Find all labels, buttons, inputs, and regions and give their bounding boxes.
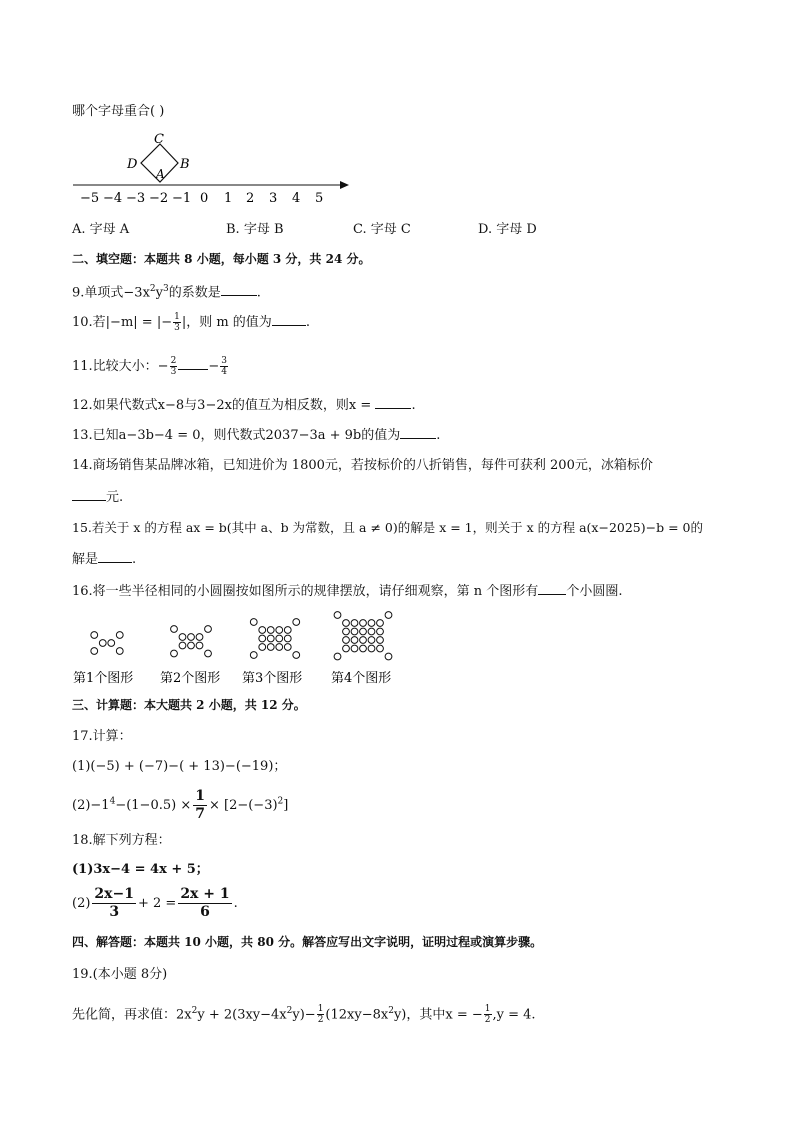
pattern-circle	[377, 645, 384, 652]
tick-label: −3	[126, 191, 146, 206]
q8-tail: 哪个字母重合( )	[72, 104, 165, 119]
number-line-arrow	[340, 181, 349, 189]
pattern-circle	[267, 627, 274, 634]
section-heading: 四、解答题：本题共 10 小题，共 80 分。解答应写出文字说明，证明过程或演算步骤。	[72, 935, 543, 949]
pattern-circle	[188, 634, 195, 641]
pattern-circle	[368, 637, 375, 644]
pattern-circle	[267, 635, 274, 642]
pattern-circle	[267, 644, 274, 651]
pattern-circle	[385, 612, 392, 619]
point-label-d: D	[127, 157, 138, 172]
pattern-circle	[196, 634, 203, 641]
pattern-circle	[205, 626, 212, 633]
figure-caption: 第2个图形	[160, 671, 221, 686]
pattern-circle	[368, 620, 375, 627]
tick-label: 2	[246, 191, 255, 206]
question-18-part2: (2) $\frac{2x-1}{3}$ + 2 = $\frac{2x + 1}{6}$ .	[72, 886, 238, 920]
question-15: 15.若关于 x 的方程 ax = b(其中 a、b 为常数，且 a ≠ 0)的解是 x = 1，则关于 x 的方程 a(x−2025)−b = 0的	[72, 520, 703, 535]
pattern-circle	[351, 637, 358, 644]
pattern-circle	[351, 645, 358, 652]
pattern-circle	[196, 642, 203, 649]
pattern-circle	[343, 628, 350, 635]
tick-label: 5	[315, 191, 324, 206]
tick-label: −2	[149, 191, 169, 206]
pattern-circle	[334, 612, 341, 619]
pattern-circle	[284, 627, 291, 634]
pattern-circle	[99, 640, 106, 647]
question-12: 12.如果代数式x−8与3−2x的值互为相反数，则x = .	[72, 398, 416, 413]
question-10: 10.若|−m| = |− $\frac{1}{3}$ |，则 m 的值为 .	[72, 312, 310, 333]
question-13: 13.已知a−3b−4 = 0，则代数式2037−3a + 9b的值为 .	[72, 428, 441, 443]
pattern-circle	[360, 645, 367, 652]
number-line-figure	[70, 130, 360, 210]
pattern-circle	[116, 648, 123, 655]
point-label-a: A	[156, 167, 165, 181]
pattern-circle	[377, 637, 384, 644]
pattern-circle	[284, 644, 291, 651]
pattern-circle	[360, 620, 367, 627]
question-17-part1: (1)(−5) + (−7)−( + 13)−(−19)；	[72, 759, 287, 774]
pattern-circle	[343, 637, 350, 644]
section-heading: 二、填空题：本题共 8 小题，每小题 3 分，共 24 分。	[72, 252, 371, 266]
question-19-title: 19.(本小题 8分)	[72, 967, 168, 982]
question-16: 16.将一些半径相同的小圆圈按如图所示的规律摆放，请仔细观察，第 n 个图形有 个小圆圈.	[72, 584, 623, 599]
option-c: C. 字母 C	[353, 222, 411, 237]
figure-caption: 第1个图形	[73, 671, 134, 686]
pattern-circle	[368, 628, 375, 635]
tick-label: 0	[200, 191, 209, 206]
question-15-cont: 解是 .	[72, 552, 137, 567]
pattern-circle	[351, 628, 358, 635]
tick-label: −1	[172, 191, 192, 206]
circle-pattern-figures	[70, 605, 410, 690]
pattern-circle	[343, 645, 350, 652]
option-b: B. 字母 B	[226, 222, 284, 237]
tick-label: 1	[224, 191, 233, 206]
question-19-body: 先化简，再求值：$2x^2y + 2(3xy-4x^2y)-$ $\frac{1}{2}$ $(12xy-8x^2y)$，其中x = − $\frac{1}{2}$ ,y = 4.	[72, 1004, 536, 1026]
point-label-c: C	[154, 132, 164, 147]
tick-label: 3	[269, 191, 278, 206]
question-17-part2: $(2)-1^4-(1-0.5)$ × $\frac{1}{7}$ × $[2-(-3)^2]$	[72, 788, 289, 822]
pattern-circle	[377, 628, 384, 635]
option-a: A. 字母 A	[72, 222, 130, 237]
pattern-circle	[276, 635, 283, 642]
pattern-circle	[276, 627, 283, 634]
pattern-circle	[334, 653, 341, 660]
pattern-circle	[368, 645, 375, 652]
pattern-circle	[205, 650, 212, 657]
pattern-circle	[284, 635, 291, 642]
pattern-circle	[351, 620, 358, 627]
pattern-circle	[179, 642, 186, 649]
tick-label: −5	[80, 191, 100, 206]
figure-caption: 第3个图形	[242, 671, 303, 686]
pattern-circle	[116, 632, 123, 639]
figure-caption: 第4个图形	[331, 671, 392, 686]
question-17-title: 17.计算：	[72, 729, 132, 744]
pattern-circle	[171, 650, 178, 657]
pattern-circle	[259, 627, 266, 634]
pattern-circle	[293, 619, 300, 626]
pattern-circle	[171, 626, 178, 633]
pattern-circle	[108, 640, 115, 647]
question-14-cont: 元.	[72, 488, 123, 507]
pattern-circle	[91, 632, 98, 639]
pattern-circle	[377, 620, 384, 627]
pattern-circle	[385, 653, 392, 660]
pattern-circle	[259, 635, 266, 642]
pattern-circle	[250, 652, 257, 659]
pattern-circle	[276, 644, 283, 651]
section-heading: 三、计算题：本大题共 2 小题，共 12 分。	[72, 698, 306, 712]
pattern-circle	[343, 620, 350, 627]
point-label-b: B	[180, 157, 190, 172]
pattern-circle	[293, 652, 300, 659]
question-18-part1: (1)3x−4 = 4x + 5；	[72, 862, 209, 877]
pattern-circle	[188, 642, 195, 649]
tick-label: −4	[103, 191, 123, 206]
option-d: D. 字母 D	[478, 222, 537, 237]
pattern-circle	[360, 628, 367, 635]
pattern-circle	[259, 644, 266, 651]
question-18-title: 18.解下列方程：	[72, 833, 171, 848]
pattern-circle	[360, 637, 367, 644]
pattern-circle	[250, 619, 257, 626]
question-9: 9.单项式$-3x^2y^3$的系数是 .	[72, 284, 261, 301]
question-14: 14.商场销售某品牌冰箱，已知进价为 1800元，若按标价的八折销售，每件可获利 200元，冰箱标价	[72, 458, 653, 473]
pattern-circle	[91, 648, 98, 655]
question-11: 11.比较大小：− $\frac{2}{3}$ − $\frac{3}{4}$	[72, 356, 227, 377]
tick-label: 4	[292, 191, 301, 206]
pattern-circle	[179, 634, 186, 641]
